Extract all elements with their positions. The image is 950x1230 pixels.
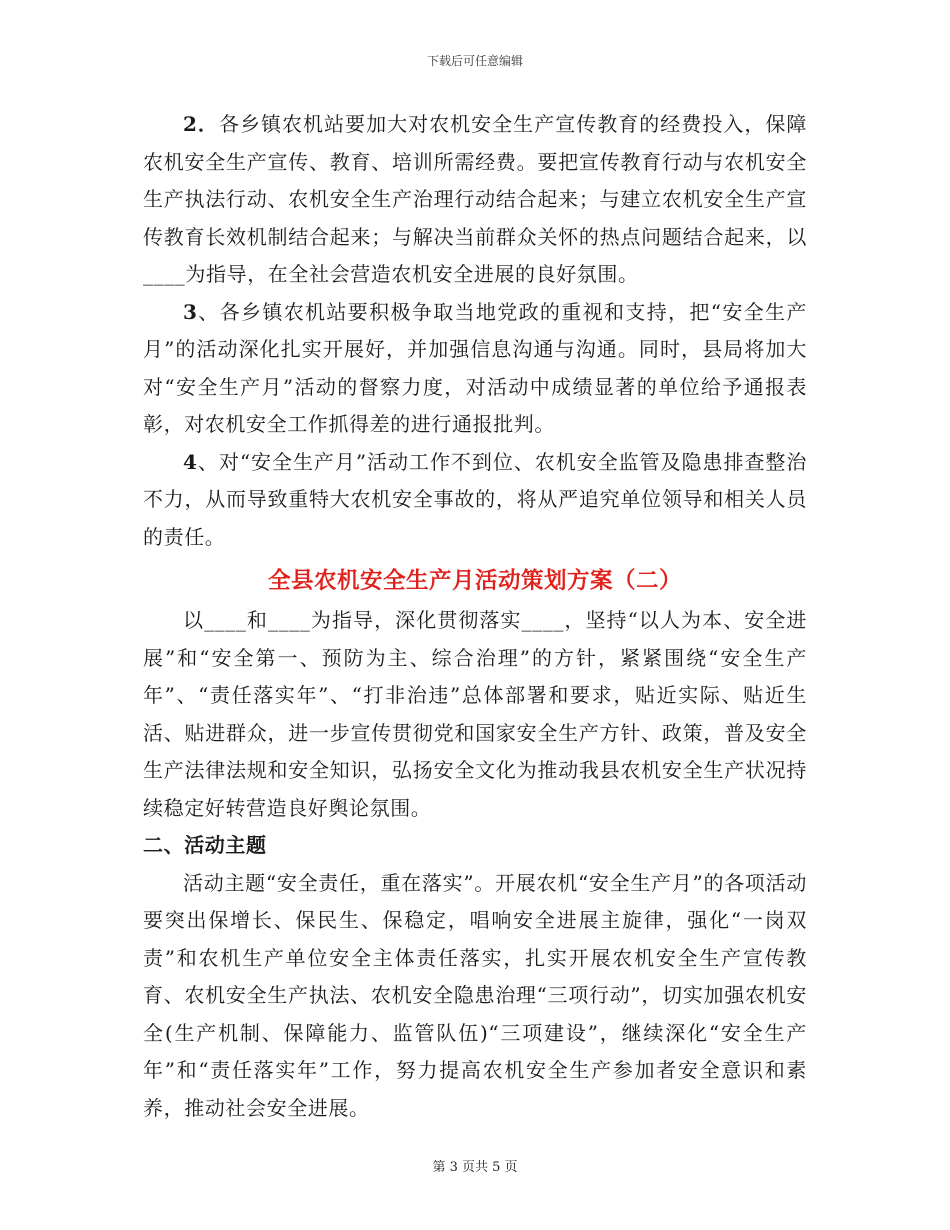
paragraph-text: 各乡镇农机站要加大对农机安全生产宣传教育的经费投入，保障农机安全生产宣传、教育、培训所需经费。要把宣传教育行动与农机安全生产执法行动、农机安全生产治理行动结合起来；与建立农机安全生产宣传教育长效机制结合起来；与解决当前群众关怀的热点问题结合起来，以____为指导，在全社会营造农机安全进展的良好氛围。 bbox=[143, 112, 807, 286]
page-header: 下载后可任意编辑 bbox=[426, 54, 523, 68]
item-number: 4 bbox=[183, 449, 198, 474]
theme-paragraph: 活动主题“安全责任，重在落实”。开展农机“安全生产月”的各项活动要突出保增长、保民生、保稳定，唱响安全进展主旋律，强化“一岗双责”和农机生产单位安全主体责任落实，扎实开展农机安全生产宣传教育、农机安全生产执法、农机安全隐患治理“三项行动”，切实加强农机安全(生产机制、保障能力、监管队伍)“三项建设”，继续深化“安全生产年”和“责任落实年”工作，努力提高农机安全生产参加者安全意识和素养，推动社会安全进展。 bbox=[143, 870, 807, 1120]
page-number: 第 3 页共 5 页 bbox=[432, 1160, 518, 1175]
paragraph-item-2 bbox=[143, 106, 807, 294]
section-title: 全县农机安全生产月活动策划方案（二） bbox=[267, 568, 682, 594]
paragraph-text: 、各乡镇农机站要积极争取当地党政的重视和支持，把“安全生产月”的活动深化扎实开展好，并加强信息沟通与沟通。同时，县局将加大对“安全生产月”活动的督察力度，对活动中成绩显著的单位给予通报表彰，对农机安全工作抓得差的进行通报批判。 bbox=[143, 299, 807, 436]
item-number: 2． bbox=[183, 112, 219, 136]
intro-paragraph: 以____和____为指导，深化贯彻落实____，坚持“以人为本、安全进展”和“安全第一、预防为主、综合治理”的方针，紧紧围绕“安全生产年”、“责任落实年”、“打非治违”总体部署和要求，贴近实际、贴近生活、贴进群众，进一步宣传贯彻党和国家安全生产方针、政策，普及安全生产法律法规和安全知识，弘扬安全文化为推动我县农机安全生产状况持续稳定好转营造良好舆论氛围。 bbox=[143, 608, 807, 820]
paragraph-item-4 bbox=[143, 444, 807, 557]
paragraph-text: 、对“安全生产月”活动工作不到位、农机安全监管及隐患排查整治不力，从而导致重特大农机安全事故的，将从严追究单位领导和相关人员的责任。 bbox=[143, 449, 807, 549]
item-number: 3 bbox=[183, 299, 198, 324]
paragraph-item-3 bbox=[143, 294, 807, 444]
section-heading-theme: 二、活动主题 bbox=[143, 833, 267, 857]
document-body bbox=[143, 106, 807, 1127]
